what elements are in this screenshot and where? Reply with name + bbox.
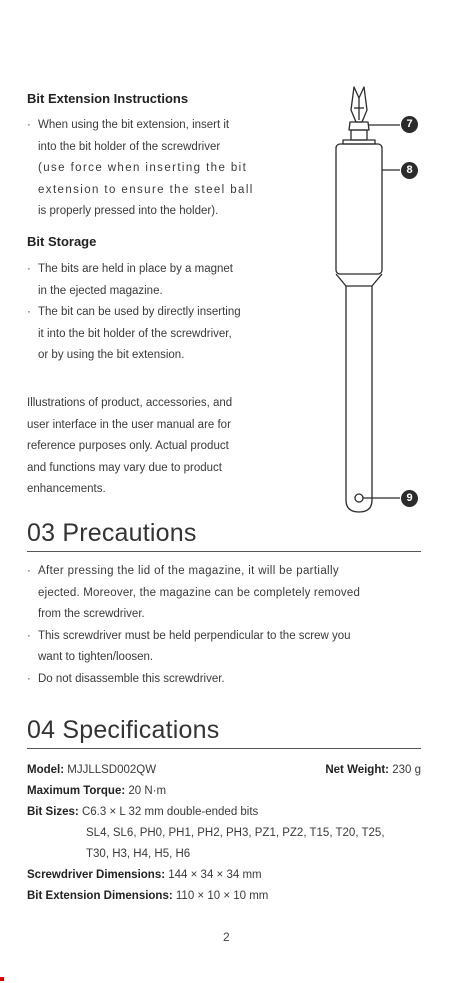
spec-model-row: Model: MJJLLSD002QW Net Weight: 230 g xyxy=(27,760,421,781)
list-item: · The bit can be used by directly inserting it into the bit holder of the screwdriver, or by using the bit extension. xyxy=(27,302,292,367)
bullet-icon: · xyxy=(27,306,31,318)
holder-body-icon xyxy=(336,144,382,274)
spec-extension-dims-row: Bit Extension Dimensions: 110 × 10 × 10 mm xyxy=(27,890,269,902)
divider xyxy=(27,748,421,749)
list-item: · The bits are held in place by a magnet in the ejected magazine. xyxy=(27,259,292,302)
spec-bits-line: SL4, SL6, PH0, PH1, PH2, PH3, PZ1, PZ2, T15, T20, T25, xyxy=(86,827,385,839)
disclaimer: Illustrations of product, accessories, and user interface in the user manual are for reference purposes only. Actual product and functions may vary due to product enhancements. xyxy=(27,397,233,495)
divider xyxy=(27,551,421,552)
precautions-heading: 03 Precautions xyxy=(27,519,197,547)
spec-bits-row: Bit Sizes: C6.3 × L 32 mm double-ended bits xyxy=(27,806,259,818)
bit-extension-heading: Bit Extension Instructions xyxy=(27,91,189,106)
callout-7: 7 xyxy=(401,116,418,133)
bullet-icon: · xyxy=(27,263,31,275)
bullet-icon: · xyxy=(27,119,31,131)
bit-extension-list xyxy=(27,115,292,223)
precautions-list xyxy=(27,561,427,690)
list-item: · When using the bit extension, insert it into the bit holder of the screwdriver (use force when inserting the bit extension to ensure the steel ball is properly pressed into the holder). xyxy=(27,115,292,223)
list-item: · This screwdriver must be held perpendicular to the screw you want to tighten/loosen. xyxy=(27,626,427,669)
steel-ball-icon xyxy=(355,494,363,502)
specifications-list xyxy=(27,760,421,907)
edge-mark xyxy=(0,977,4,981)
list-item: · Do not disassemble this screwdriver. xyxy=(27,669,427,691)
page-number: 2 xyxy=(223,930,230,944)
bit-storage-list xyxy=(27,259,292,367)
shaft-icon xyxy=(346,286,372,512)
list-item: · After pressing the lid of the magazine, it will be partially ejected. Moreover, the magazine can be completely removed from the screwdriver. xyxy=(27,561,427,626)
bit-extension-illustration xyxy=(318,80,428,520)
spec-screwdriver-dims-row: Screwdriver Dimensions: 144 × 34 × 34 mm xyxy=(27,869,262,881)
bullet-icon: · xyxy=(27,672,31,685)
spec-bits-line: T30, H3, H4, H5, H6 xyxy=(86,848,191,860)
callout-8: 8 xyxy=(401,162,418,179)
callout-9: 9 xyxy=(401,490,418,507)
bullet-icon: · xyxy=(27,629,31,642)
specifications-heading: 04 Specifications xyxy=(27,716,220,744)
bit-storage-heading: Bit Storage xyxy=(27,234,97,249)
bullet-icon: · xyxy=(27,565,31,577)
net-weight: Net Weight: 230 g xyxy=(325,764,421,776)
spec-torque-row: Maximum Torque: 20 N·m xyxy=(27,785,167,797)
